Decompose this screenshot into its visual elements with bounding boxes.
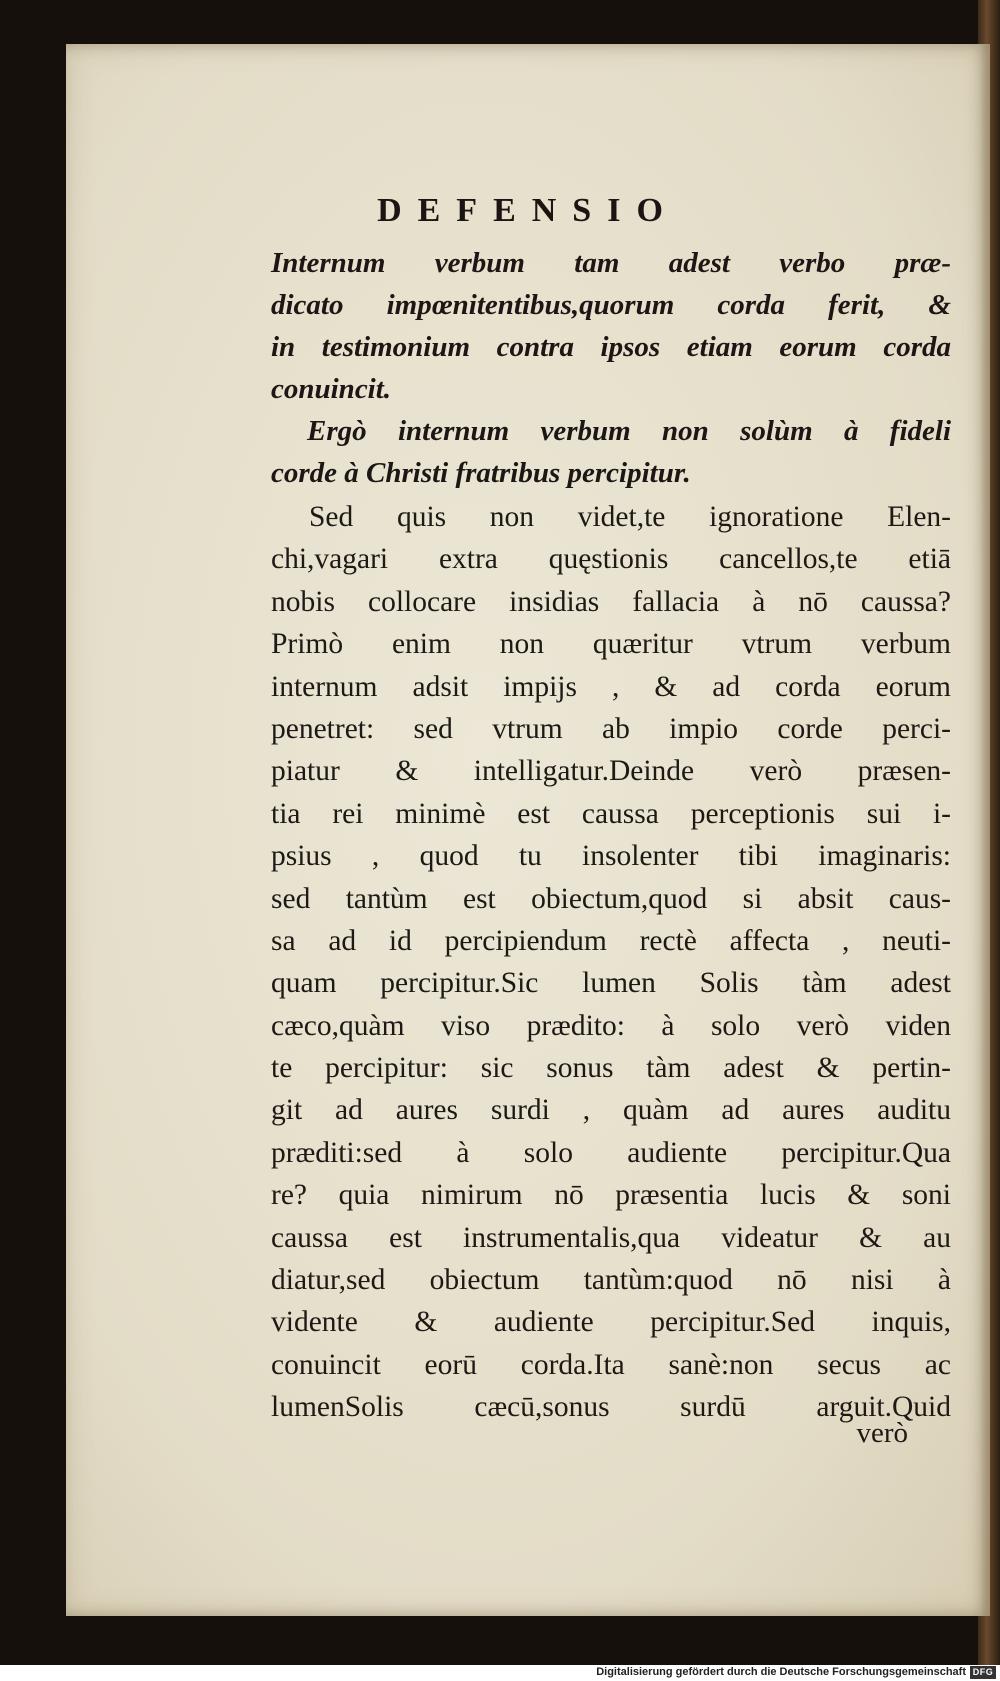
italic-line: Internum verbum tam adest verbo præ- xyxy=(271,247,951,279)
text-line: diatur,sed obiectum tantùm:quod nō nisi à xyxy=(271,1264,951,1297)
text-line: re? quia nimirum nō præsentia lucis & soni xyxy=(271,1179,951,1212)
text-line: quam percipitur.Sic lumen Solis tàm adest xyxy=(271,967,951,1000)
text-line: nobis collocare insidias fallacia à nō caussa? xyxy=(271,585,951,618)
italic-line: in testimonium contra ipsos etiam eorum corda xyxy=(271,331,951,363)
catchword: verò xyxy=(856,1417,908,1449)
running-head: DEFENSIO xyxy=(377,192,679,229)
text-line: chi,vagari extra quęstionis cancellos,te etiā xyxy=(271,543,951,576)
text-line: Primò enim non quæritur vtrum verbum xyxy=(271,628,951,661)
text-line: præditi:sed à solo audiente percipitur.Qua xyxy=(271,1136,951,1169)
digitization-footer xyxy=(0,1665,1000,1681)
text-line: cæco,quàm viso prædito: à solo verò viden xyxy=(271,1009,951,1042)
italic-line: dicato impœnitentibus,quorum corda ferit, & xyxy=(271,289,951,321)
dfg-logo: DFG xyxy=(970,1666,996,1679)
italic-line: corde à Christi fratribus percipitur. xyxy=(271,457,691,489)
text-line: sed tantùm est obiectum,quod si absit caus- xyxy=(271,882,951,915)
text-line: tia rei minimè est caussa perceptionis sui i- xyxy=(271,797,951,830)
text-line: caussa est instrumentalis,qua videatur & au xyxy=(271,1221,951,1254)
book-page xyxy=(66,44,990,1616)
italic-line: conuincit. xyxy=(271,373,392,405)
text-line: Sed quis non videt,te ignoratione Elen- xyxy=(309,501,951,533)
page-edge-shadow xyxy=(980,44,990,1616)
italic-line: Ergò internum verbum non solùm à fideli xyxy=(307,415,951,447)
text-line: sa ad id percipiendum rectè affecta , neuti- xyxy=(271,924,951,957)
text-line: vidente & audiente percipitur.Sed inquis, xyxy=(271,1306,951,1339)
text-line: lumenSolis cæcū,sonus surdū arguit.Quid xyxy=(271,1391,951,1424)
text-line: internum adsit impijs , & ad corda eorum xyxy=(271,670,951,703)
funding-credit: Digitalisierung gefördert durch die Deutsche Forschungsgemeinschaft xyxy=(596,1666,966,1678)
text-line: git ad aures surdi , quàm ad aures auditu xyxy=(271,1094,951,1127)
text-line: conuincit eorū corda.Ita sanè:non secus ac xyxy=(271,1348,951,1381)
text-line: psius , quod tu insolenter tibi imaginaris: xyxy=(271,840,951,873)
text-line: te percipitur: sic sonus tàm adest & pertin- xyxy=(271,1052,951,1085)
italic-passage xyxy=(271,242,951,494)
roman-passage xyxy=(271,496,951,1429)
text-line: penetret: sed vtrum ab impio corde perci- xyxy=(271,712,951,745)
text-line: piatur & intelligatur.Deinde verò præsen- xyxy=(271,755,951,788)
